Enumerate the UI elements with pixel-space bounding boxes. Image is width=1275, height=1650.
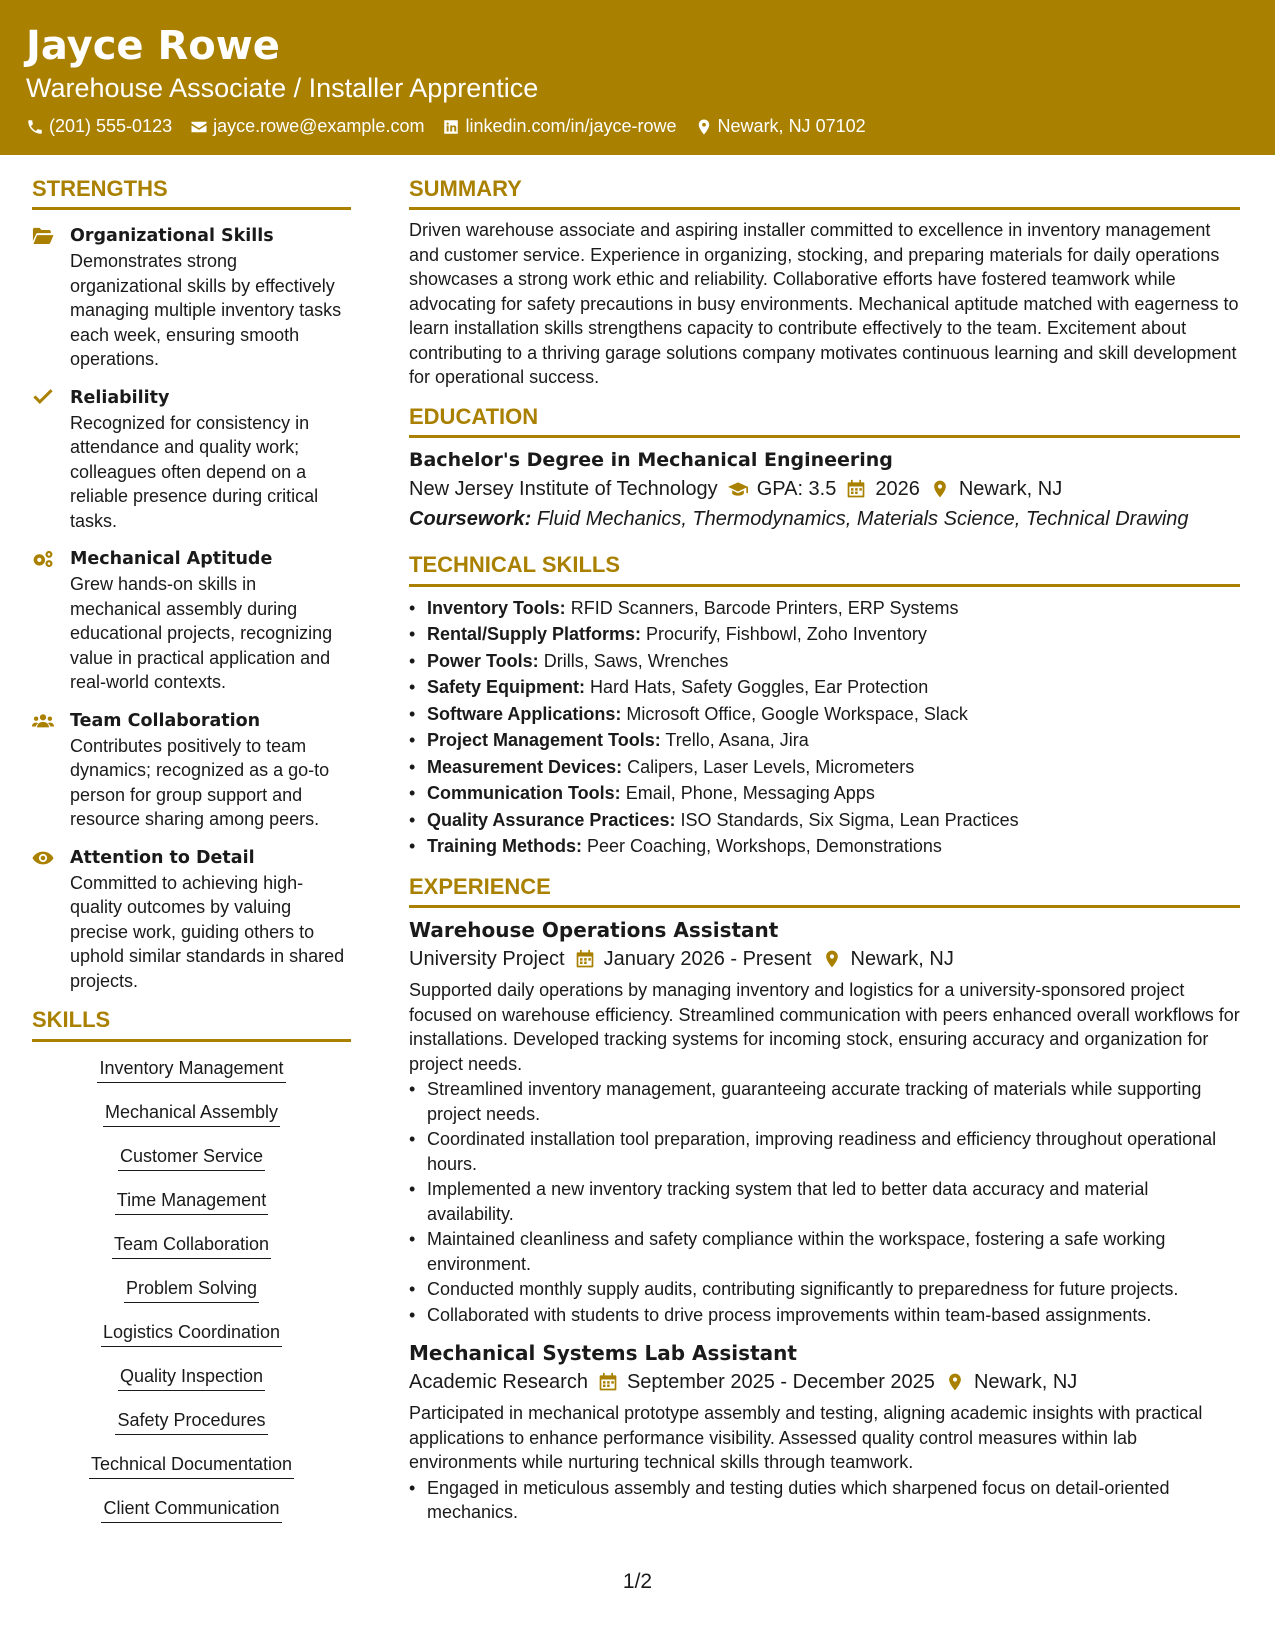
eye-icon [32, 848, 54, 868]
education-location: Newark, NJ [958, 478, 1063, 501]
job-dates: January 2026 - Present [603, 948, 812, 971]
strength-item [32, 846, 351, 994]
strength-item [32, 224, 351, 372]
job-org: University Project [409, 948, 565, 971]
gears-icon [32, 549, 54, 569]
tech-skill-item: • Power Tools: Drills, Saws, Wrenches [409, 648, 1240, 675]
summary-text: Driven warehouse associate and aspiring installer committed to excellence in inventory management and customer service. Experience in organizing, stocking, and preparing materials for daily operations showcases a strong work ethic and reliability. Collaborative efforts have fostered teamwork while advocating for safety precautions in busy environments. Mechanical aptitude matched with eagerness to learn installation skills strengthens capacity to contribute effectively to the team. Excitement about contributing to a thriving garage solutions company motivates continuous learning and skill development for operational success. [409, 220, 1239, 388]
gpa-text: GPA: 3.5 [756, 478, 837, 501]
strength-item [32, 547, 351, 695]
education-meta [409, 474, 1240, 504]
job-bullet: • Collaborated with students to drive process improvements within team-based assignments. [409, 1303, 1240, 1328]
strength-desc: Demonstrates strong organizational skills by effectively managing multiple inventory tasks each week, ensuring smooth operations. [70, 251, 342, 370]
job-bullets [409, 1476, 1240, 1525]
job-bullet: • Coordinated installation tool preparation, improving readiness and efficiency throughout operational hours. [409, 1127, 1240, 1176]
strength-name: Attention to Detail [70, 847, 255, 868]
job-entry [409, 916, 1240, 1327]
left-column [32, 176, 351, 1534]
candidate-role: Warehouse Associate / Installer Apprentice [26, 73, 539, 103]
resume-header [0, 0, 1275, 155]
contact-location [695, 116, 866, 137]
graduation-year: 2026 [875, 478, 920, 501]
candidate-name: Jayce Rowe [26, 23, 280, 69]
job-bullet: • Maintained cleanliness and safety compliance within the workspace, fostering a safe working environment. [409, 1227, 1240, 1276]
map-marker-icon [695, 118, 713, 136]
coursework-list: Fluid Mechanics, Thermodynamics, Materials Science, Technical Drawing [536, 508, 1189, 531]
tech-skill-item: • Training Methods: Peer Coaching, Workshops, Demonstrations [409, 833, 1240, 860]
folder-open-icon [32, 226, 54, 246]
strength-item [32, 386, 351, 534]
map-marker-icon [822, 949, 842, 969]
job-description: Participated in mechanical prototype assembly and testing, aligning academic insights with practical applications to enhance performance visibility. Assessed quality control measures within lab environments while nurturing technical skills through teamwork. [409, 1403, 1203, 1473]
calendar-icon [575, 949, 595, 969]
email-text: jayce.rowe@example.com [213, 116, 425, 137]
tech-skill-item: • Software Applications: Microsoft Office, Google Workspace, Slack [409, 701, 1240, 728]
skill-item: Problem Solving [124, 1270, 259, 1303]
strength-item [32, 709, 351, 832]
strength-name: Organizational Skills [70, 226, 274, 247]
tech-skill-item: • Quality Assurance Practices: ISO Standards, Six Sigma, Lean Practices [409, 807, 1240, 834]
skill-item: Time Management [115, 1182, 268, 1215]
strength-desc: Contributes positively to team dynamics; recognized as a go-to person for group support and resource sharing among peers. [70, 735, 330, 830]
job-meta [409, 1367, 1240, 1397]
calendar-icon [598, 1372, 618, 1392]
education-heading: EDUCATION [409, 404, 1240, 438]
map-marker-icon [930, 479, 950, 499]
technical-skills-list [409, 595, 1240, 860]
skill-item: Technical Documentation [89, 1446, 294, 1479]
coursework-label: Coursework: [409, 508, 532, 531]
strengths-list [32, 224, 351, 993]
linkedin-icon [442, 118, 460, 136]
technical-skills-heading: TECHNICAL SKILLS [409, 552, 1240, 586]
tech-skill-item: • Safety Equipment: Hard Hats, Safety Goggles, Ear Protection [409, 674, 1240, 701]
strength-name: Reliability [70, 387, 170, 408]
contact-bar [26, 116, 1249, 137]
linkedin-text: linkedin.com/in/jayce-rowe [465, 116, 677, 137]
job-location: Newark, NJ [973, 1371, 1078, 1394]
job-title: Mechanical Systems Lab Assistant [409, 1341, 797, 1366]
school-name: New Jersey Institute of Technology [409, 478, 718, 501]
graduation-cap-icon [728, 479, 748, 499]
calendar-icon [846, 479, 866, 499]
skill-item: Customer Service [118, 1138, 265, 1171]
contact-phone[interactable] [26, 116, 172, 137]
phone-text: (201) 555-0123 [49, 116, 173, 137]
coursework [409, 504, 1240, 534]
job-entry [409, 1339, 1240, 1525]
contact-linkedin[interactable] [442, 116, 676, 137]
job-org: Academic Research [409, 1371, 588, 1394]
skills-heading: SKILLS [32, 1007, 351, 1041]
skill-item: Inventory Management [97, 1050, 285, 1083]
job-bullets [409, 1077, 1240, 1327]
skill-item: Safety Procedures [115, 1402, 267, 1435]
check-icon [32, 388, 54, 408]
page-number: 1/2 [622, 1570, 653, 1593]
skill-item: Team Collaboration [112, 1226, 271, 1259]
tech-skill-item: • Measurement Devices: Calipers, Laser Levels, Micrometers [409, 754, 1240, 781]
strengths-heading: STRENGTHS [32, 176, 351, 210]
tech-skill-item: • Rental/Supply Platforms: Procurify, Fishbowl, Zoho Inventory [409, 621, 1240, 648]
summary-heading: SUMMARY [409, 176, 1240, 210]
job-dates: September 2025 - December 2025 [626, 1371, 935, 1394]
job-bullet: • Implemented a new inventory tracking system that led to better data accuracy and material availability. [409, 1177, 1240, 1226]
tech-skill-item: • Inventory Tools: RFID Scanners, Barcode Printers, ERP Systems [409, 595, 1240, 622]
skill-item: Quality Inspection [118, 1358, 265, 1391]
job-title: Warehouse Operations Assistant [409, 918, 779, 943]
skill-item: Mechanical Assembly [103, 1094, 280, 1127]
skill-item: Logistics Coordination [101, 1314, 282, 1347]
job-meta [409, 944, 1240, 974]
right-column [409, 176, 1240, 1525]
envelope-icon [190, 118, 208, 136]
job-description: Supported daily operations by managing inventory and logistics for a university-sponsored project focused on warehouse efficiency. Streamlined communication with peers enhanced overall workflows for installations. Developed tracking systems for incoming stock, ensuring accuracy and organization for project needs. [409, 980, 1240, 1074]
strength-name: Team Collaboration [70, 710, 261, 731]
strength-name: Mechanical Aptitude [70, 549, 273, 570]
location-text: Newark, NJ 07102 [717, 116, 866, 137]
job-bullet: • Conducted monthly supply audits, contributing significantly to preparedness for future projects. [409, 1277, 1240, 1302]
skills-list [32, 1050, 351, 1534]
tech-skill-item: • Project Management Tools: Trello, Asana, Jira [409, 727, 1240, 754]
experience-heading: EXPERIENCE [409, 874, 1240, 908]
strength-desc: Committed to achieving high-quality outcomes by valuing precise work, guiding others to uphold similar standards in shared projects. [70, 872, 345, 991]
tech-skill-item: • Communication Tools: Email, Phone, Messaging Apps [409, 780, 1240, 807]
strength-desc: Recognized for consistency in attendance and quality work; colleagues often depend on a reliable presence during critical tasks. [70, 412, 319, 531]
job-bullet: • Engaged in meticulous assembly and testing duties which sharpened focus on detail-oriented mechanics. [409, 1476, 1240, 1525]
map-marker-icon [945, 1372, 965, 1392]
phone-icon [26, 118, 44, 136]
skill-item: Client Communication [101, 1490, 281, 1523]
users-icon [32, 711, 54, 731]
job-bullet: • Streamlined inventory management, guaranteeing accurate tracking of materials while supporting project needs. [409, 1077, 1240, 1126]
job-location: Newark, NJ [850, 948, 954, 971]
degree-title: Bachelor's Degree in Mechanical Engineering [409, 449, 893, 472]
strength-desc: Grew hands-on skills in mechanical assembly during educational projects, recognizing value in practical application and real-world contexts. [70, 574, 333, 693]
contact-email[interactable] [190, 116, 424, 137]
